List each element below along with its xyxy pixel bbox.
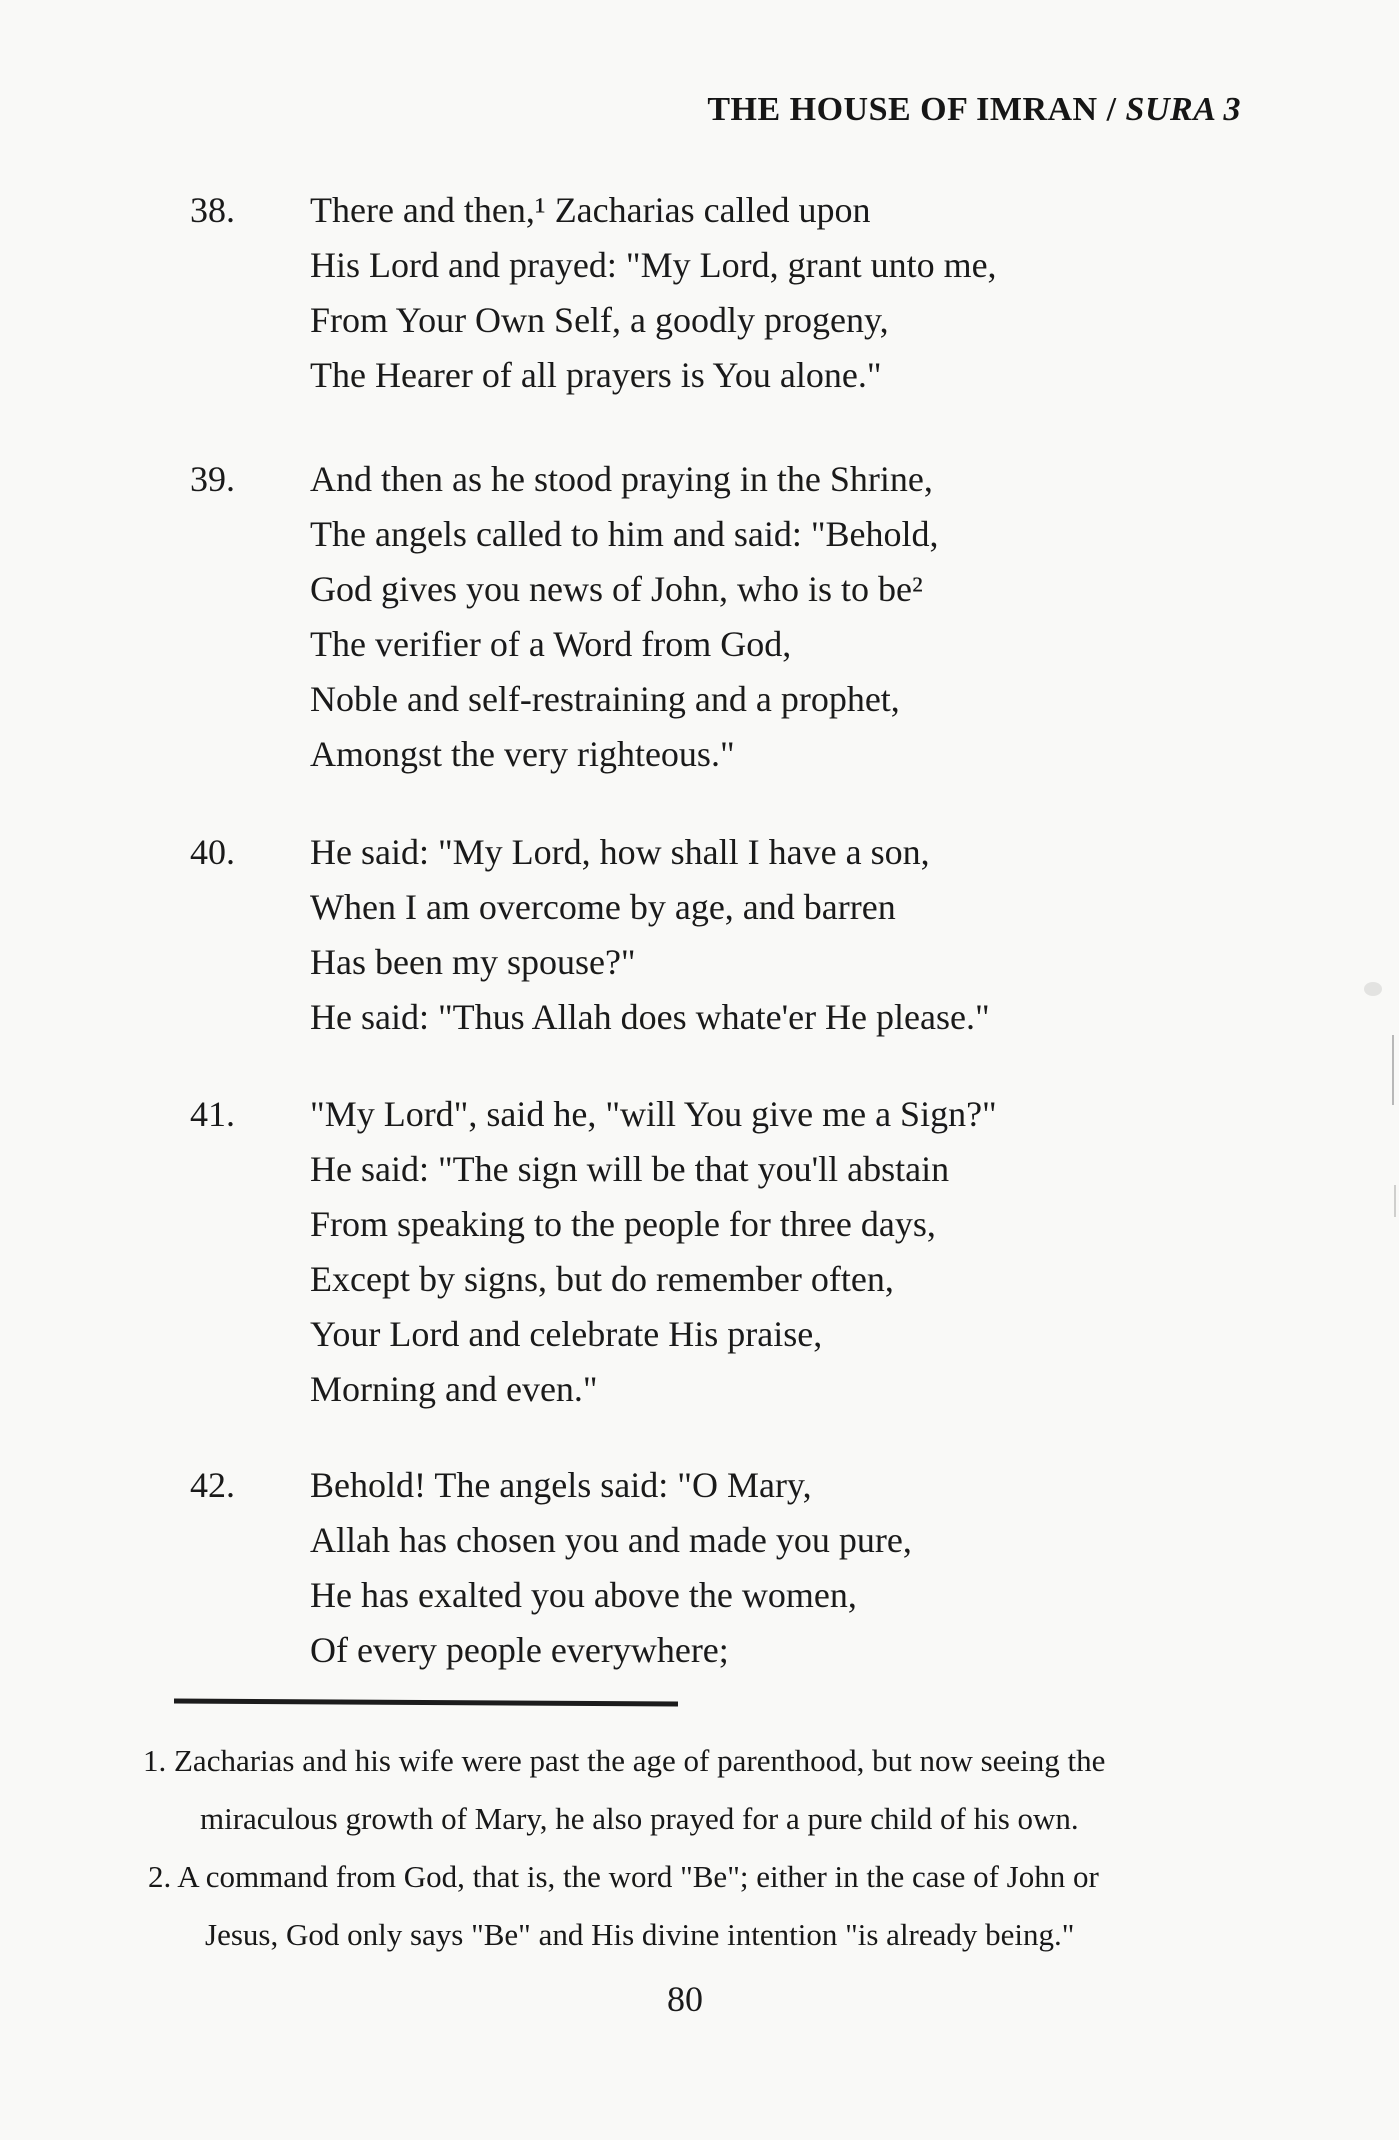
verse-line: Amongst the very righteous." [310,734,735,774]
footnote-line: 1. Zacharias and his wife were past the age of parenthood, but now seeing the [143,1743,1106,1778]
verse-line: Behold! The angels said: "O Mary, [310,1465,812,1505]
verse-lines [310,183,1250,403]
verse-line: Has been my spouse?" [310,942,636,982]
verse-line: There and then,¹ Zacharias called upon [310,190,871,230]
running-header [707,88,1241,132]
verse-line: The Hearer of all prayers is You alone." [310,355,882,395]
verse-number: 41. [190,1094,235,1134]
verse-line: The angels called to him and said: "Behold, [310,514,939,554]
verse-line: His Lord and prayed: "My Lord, grant unto me, [310,245,997,285]
verse-lines [310,1458,1250,1678]
verse-line: Your Lord and celebrate His praise, [310,1314,823,1354]
verse-line: Noble and self-restraining and a prophet, [310,679,900,719]
verse-line: When I am overcome by age, and barren [310,887,896,927]
verse-number: 38. [190,190,235,230]
verse-number: 42. [190,1465,235,1505]
verse-39 [190,452,1250,782]
verse-number: 39. [190,459,235,499]
verse-line: Except by signs, but do remember often, [310,1259,894,1299]
verse-41 [190,1087,1250,1417]
scan-artifact [1364,982,1382,996]
verse-number: 40. [190,832,235,872]
footnote-2 [143,1848,1263,1964]
page-number: 80 [667,1979,703,2019]
verse-line: He has exalted you above the women, [310,1575,857,1615]
scan-artifact [1392,1035,1394,1105]
verse-42 [190,1458,1250,1678]
verse-line: He said: "Thus Allah does whate'er He please." [310,997,990,1037]
verse-line: Morning and even." [310,1369,598,1409]
verse-line: From Your Own Self, a goodly progeny, [310,300,889,340]
scan-artifact [1394,1185,1396,1217]
verse-line: "My Lord", said he, "will You give me a Sign?" [310,1094,997,1134]
footnote-1 [143,1732,1263,1848]
footnote-line: Jesus, God only says "Be" and His divine intention "is already being." [205,1917,1075,1952]
running-header-title: THE HOUSE OF IMRAN / [707,91,1126,128]
verse-line: Allah has chosen you and made you pure, [310,1520,912,1560]
verse-38 [190,183,1250,403]
verse-line: From speaking to the people for three days, [310,1204,936,1244]
verse-line: He said: "My Lord, how shall I have a son, [310,832,930,872]
verse-line: God gives you news of John, who is to be² [310,569,923,609]
footnote-line: 2. A command from God, that is, the word "Be"; either in the case of John or [148,1859,1099,1894]
verse-40 [190,825,1250,1045]
running-header-sura: SURA 3 [1125,91,1241,128]
verse-line: And then as he stood praying in the Shrine, [310,459,933,499]
verse-line: He said: "The sign will be that you'll abstain [310,1149,950,1189]
verse-line: The verifier of a Word from God, [310,624,792,664]
footnotes [143,1732,1263,1964]
footnote-divider [174,1698,678,1706]
footnote-line: miraculous growth of Mary, he also prayed for a pure child of his own. [200,1801,1079,1836]
verse-lines [310,452,1250,782]
verse-lines [310,1087,1250,1417]
verse-line: Of every people everywhere; [310,1630,729,1670]
verse-lines [310,825,1250,1045]
